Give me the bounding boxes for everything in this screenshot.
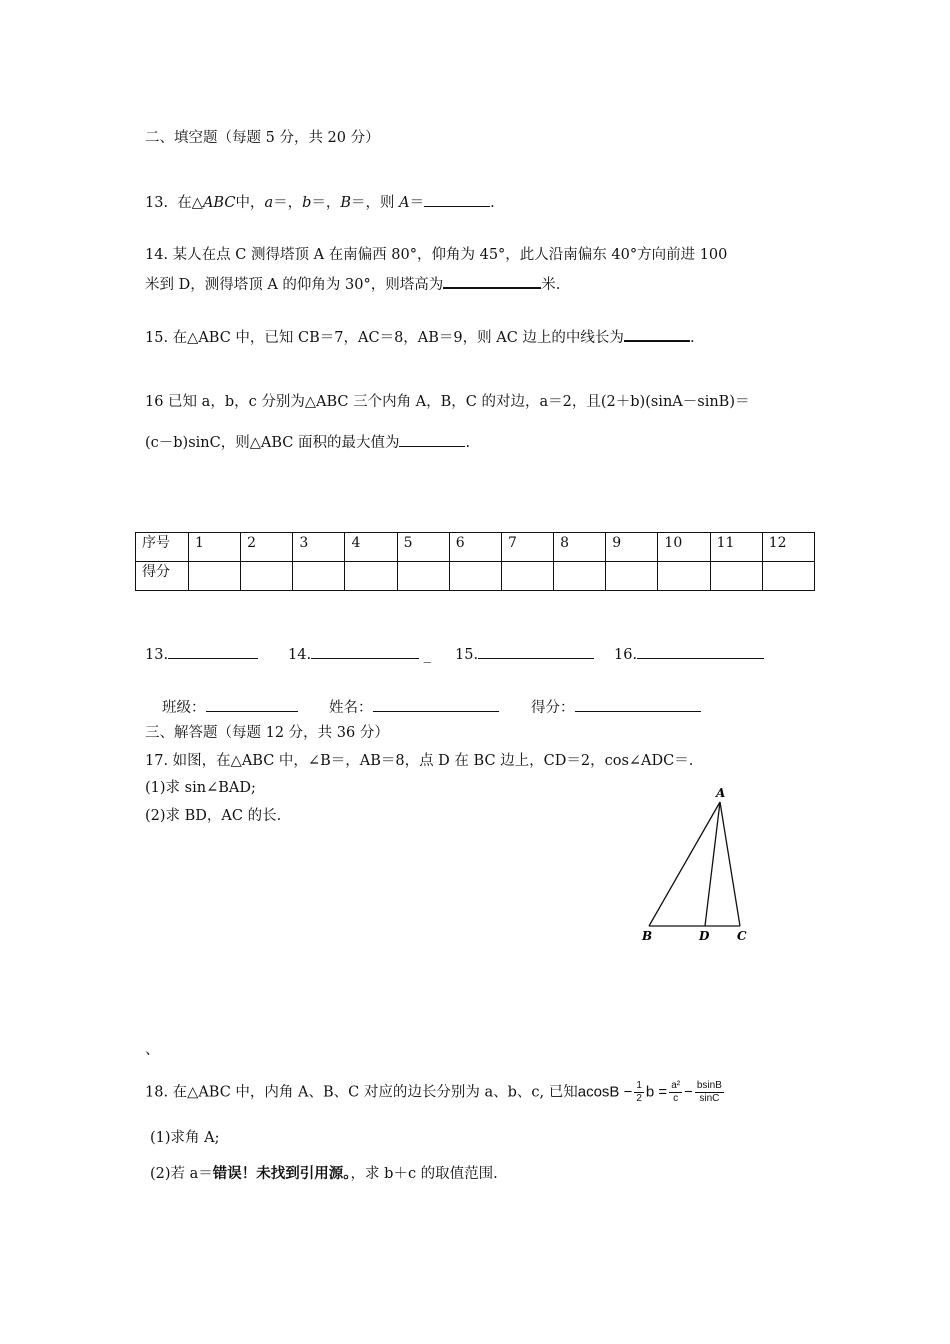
segment-ac xyxy=(720,802,740,926)
class-label: 班级： xyxy=(162,700,206,716)
section2-title: 二、填空题（每题 5 分，共 20 分） xyxy=(145,130,380,146)
name-field xyxy=(329,696,499,717)
answer-16 xyxy=(614,644,764,663)
score-cell[interactable] xyxy=(606,562,658,591)
section3-title: 三、解答题（每题 12 分，共 36 分） xyxy=(145,725,389,741)
score-cell[interactable] xyxy=(397,562,449,591)
frac-num: 1 xyxy=(636,1080,642,1091)
score-col-number: 4 xyxy=(345,533,397,562)
frac-den: sinC xyxy=(699,1093,720,1104)
score-cell[interactable] xyxy=(345,562,397,591)
score-cell[interactable] xyxy=(710,562,762,591)
score-col-number: 5 xyxy=(397,533,449,562)
class-blank[interactable] xyxy=(206,697,298,712)
answer-14-blank[interactable] xyxy=(311,644,419,659)
score-cell[interactable] xyxy=(658,562,710,591)
q13-var-b: b xyxy=(302,195,312,211)
answer-16-label: 16. xyxy=(614,647,638,663)
q13-text: 中， xyxy=(235,195,265,211)
question-15 xyxy=(145,326,695,348)
name-blank[interactable] xyxy=(373,697,499,712)
score-col-number: 2 xyxy=(241,533,293,562)
score-table-number-row xyxy=(136,533,815,562)
q18-error-text: 错误！未找到引用源。 xyxy=(212,1166,351,1182)
label-c: C xyxy=(737,929,747,943)
score-table xyxy=(135,532,815,591)
q18-p2-text: ，求 b＋c 的取值范围. xyxy=(350,1166,498,1182)
q13-text: ＝， xyxy=(311,195,341,211)
question-13 xyxy=(145,192,495,213)
frac-den: 2 xyxy=(636,1093,642,1104)
q13-var-a: a xyxy=(264,195,274,211)
q18-frac-a2 xyxy=(669,1080,682,1105)
stray-mark: 、 xyxy=(145,1042,160,1058)
q18-text: 18. 在△ABC 中，内角 A、B、C 对应的边长分别为 a、b、c, 已知 xyxy=(145,1084,578,1101)
q18-formula-b: b = xyxy=(645,1083,668,1101)
q13-end: . xyxy=(490,195,495,211)
q14-unit: 米. xyxy=(541,277,561,293)
score-cell[interactable] xyxy=(449,562,501,591)
q18-frac-half xyxy=(634,1080,644,1105)
name-label: 姓名： xyxy=(329,700,373,716)
label-d: D xyxy=(699,929,710,943)
score-cell[interactable] xyxy=(189,562,241,591)
q15-text: 15. 在△ABC 中，已知 CB＝7，AC＝8，AB＝9，则 AC 边上的中线长为 xyxy=(145,330,624,346)
triangle-figure xyxy=(630,780,760,950)
q16-end: . xyxy=(465,435,471,451)
answer-15-label: 15. xyxy=(455,647,479,663)
q14-text: 米到 D，测得塔顶 A 的仰角为 30°，则塔高为 xyxy=(145,277,444,293)
q13-text: ＝， xyxy=(273,195,303,211)
answer-16-blank[interactable] xyxy=(637,644,764,659)
q15-end: . xyxy=(689,330,695,346)
question-14-line1: 14. 某人在点 C 测得塔顶 A 在南偏西 80°，仰角为 45°，此人沿南偏东 40°方向前进 100 xyxy=(145,247,728,263)
question-14-line2 xyxy=(145,273,560,295)
score-col-number: 1 xyxy=(189,533,241,562)
score-col-number: 3 xyxy=(293,533,345,562)
row-label-number: 序号 xyxy=(136,533,189,562)
class-field xyxy=(162,696,298,717)
question-16-line2 xyxy=(145,432,470,453)
score-field xyxy=(531,696,701,717)
q13-var-B: B xyxy=(340,195,352,211)
q18-frac-sin xyxy=(695,1080,724,1105)
q18-formula-lhs: acosB − xyxy=(577,1083,633,1101)
score-col-number: 6 xyxy=(449,533,501,562)
q13-text: ＝ xyxy=(409,195,425,211)
question-18-part1: (1)求角 A; xyxy=(150,1130,220,1146)
q14-blank[interactable] xyxy=(443,273,541,289)
question-18-stem xyxy=(145,1080,726,1105)
score-cell[interactable] xyxy=(241,562,293,591)
score-col-number: 8 xyxy=(554,533,606,562)
score-table-score-row xyxy=(136,562,815,591)
score-col-number: 11 xyxy=(710,533,762,562)
q18-formula-minus: − xyxy=(684,1083,693,1101)
question-17-stem: 17. 如图，在△ABC 中，∠B＝，AB＝8，点 D 在 BC 边上，CD＝2，cos∠ADC＝. xyxy=(145,753,694,769)
question-17-part1: (1)求 sin∠BAD; xyxy=(145,780,256,796)
score-label: 得分： xyxy=(531,700,575,716)
segment-ad xyxy=(705,802,720,926)
frac-num: a² xyxy=(671,1080,681,1091)
score-cell[interactable] xyxy=(293,562,345,591)
label-b: B xyxy=(642,929,653,943)
q13-number: 13. xyxy=(145,195,169,211)
question-16-line1: 16 已知 a，b，c 分别为△ABC 三个内角 A，B，C 的对边，a＝2，且(2＋b)(sinA－sinB)＝ xyxy=(145,394,750,410)
score-cell[interactable] xyxy=(501,562,553,591)
answer-13 xyxy=(145,644,258,663)
frac-den: c xyxy=(673,1093,679,1104)
answer-14 xyxy=(288,644,431,663)
label-a: A xyxy=(716,786,726,800)
row-label-score: 得分 xyxy=(136,562,189,591)
score-blank[interactable] xyxy=(575,697,701,712)
question-17-part2: (2)求 BD，AC 的长. xyxy=(145,808,282,824)
answer-15-blank[interactable] xyxy=(478,644,594,659)
score-cell[interactable] xyxy=(762,562,814,591)
answer-14-tail: _ xyxy=(423,647,431,663)
segment-ab xyxy=(649,802,720,926)
q15-blank[interactable] xyxy=(624,326,690,342)
q18-p2-text: (2)若 a＝ xyxy=(150,1166,213,1182)
question-18-part2 xyxy=(150,1164,498,1184)
score-cell[interactable] xyxy=(554,562,606,591)
q13-blank[interactable] xyxy=(424,192,490,207)
answer-15 xyxy=(455,644,594,663)
score-col-number: 9 xyxy=(606,533,658,562)
answer-13-label: 13. xyxy=(145,647,169,663)
q16-blank[interactable] xyxy=(399,432,465,447)
q13-text: 在△ xyxy=(177,195,203,211)
score-col-number: 7 xyxy=(501,533,553,562)
score-col-number: 12 xyxy=(762,533,814,562)
frac-num: bsinB xyxy=(696,1080,722,1091)
answer-13-blank[interactable] xyxy=(168,644,258,659)
q13-text: ＝，则 xyxy=(351,195,400,211)
q13-var-A: A xyxy=(399,195,410,211)
q13-triangle: ABC xyxy=(202,195,236,211)
score-col-number: 10 xyxy=(658,533,710,562)
answer-14-label: 14. xyxy=(288,647,312,663)
q16-text: (c－b)sinC，则△ABC 面积的最大值为 xyxy=(145,435,400,451)
